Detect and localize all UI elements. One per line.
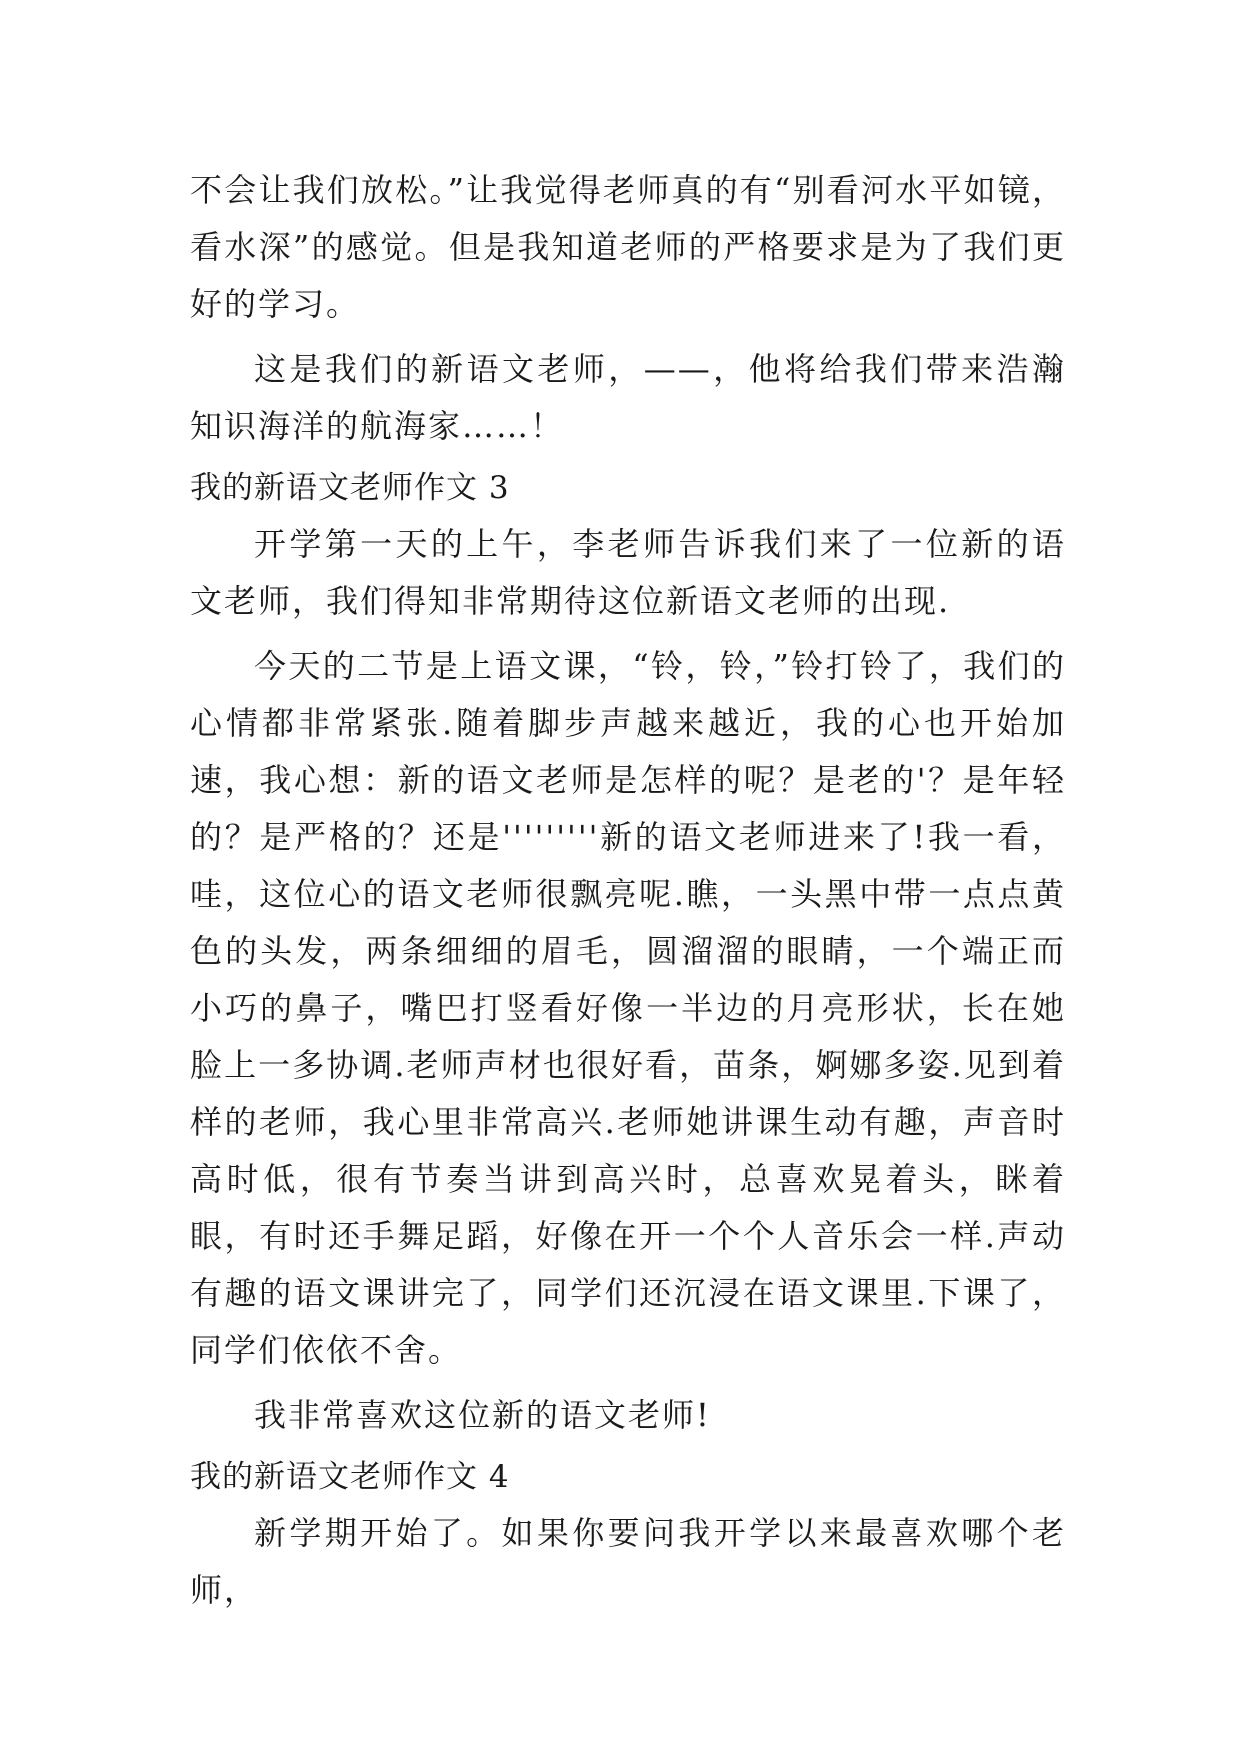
paragraph-new-term: 新学期开始了。如果你要问我开学以来最喜欢哪个老师，	[190, 1514, 1066, 1609]
document-body	[190, 162, 1066, 1627]
paragraph-like-teacher: 我非常喜欢这位新的语文老师!	[254, 1396, 711, 1434]
essay-4-heading: 我的新语文老师作文 4	[190, 1459, 510, 1495]
paragraph-navigator: 这是我们的新语文老师，——，他将给我们带来浩瀚知识海洋的航海家……！	[190, 350, 1066, 445]
paragraph-continued: 不会让我们放松。”让我觉得老师真的有“别看河水平如镜，看水深”的感觉。但是我知道老师的严格要求是为了我们更好的学习。	[190, 171, 1066, 323]
paragraph-first-day: 开学第一天的上午，李老师告诉我们来了一位新的语文老师，我们得知非常期待这位新语文老师的出现.	[190, 525, 1066, 620]
essay-3-heading: 我的新语文老师作文 3	[190, 470, 510, 506]
paragraph-chinese-class: 今天的二节是上语文课，“铃，铃，”铃打铃了，我们的心情都非常紧张.随着脚步声越来越近，我的心也开始加速，我心想：新的语文老师是怎样的呢？是老的'？是年轻的？是严格的？还是'''''''''新的语文老师进来了!我一看，哇，这位心的语文老师很飘亮呢.瞧，一头黑中带一点点黄色的头发，两条细细的眉毛，圆溜溜的眼睛，一个端正而小巧的鼻子，嘴巴打竖看好像一半边的月亮形状，长在她脸上一多协调.老师声材也很好看，苗条，婀娜多姿.见到着样的老师，我心里非常高兴.老师她讲课生动有趣，声音时高时低，很有节奏当讲到高兴时，总喜欢晃着头，眯着眼，有时还手舞足蹈，好像在开一个个人音乐会一样.声动有趣的语文课讲完了，同学们还沉浸在语文课里.下课了，同学们依依不舍。	[190, 647, 1066, 1369]
